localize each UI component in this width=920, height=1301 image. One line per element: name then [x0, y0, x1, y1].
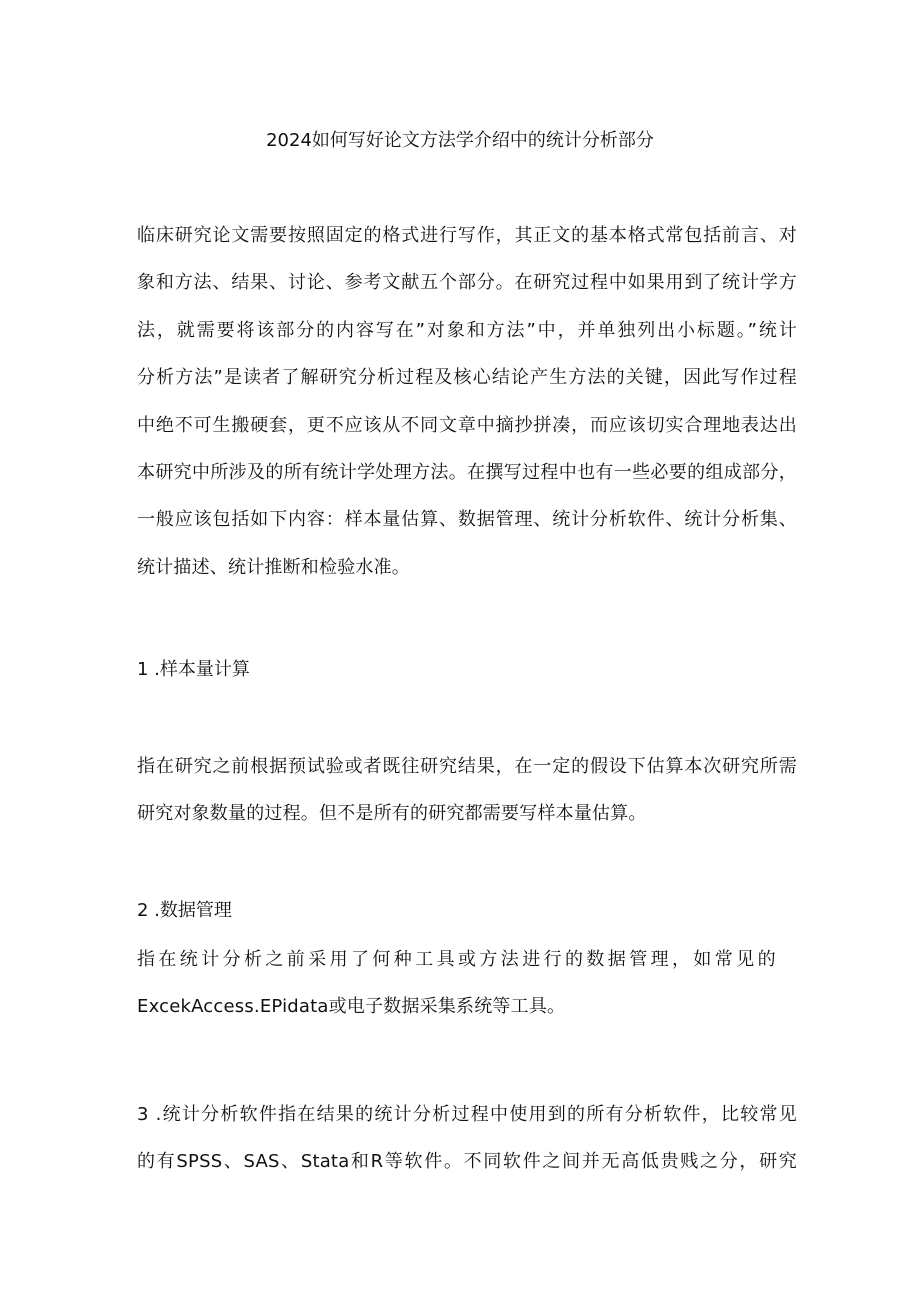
section1-heading: 1 .样本量计算 [137, 659, 250, 680]
section3-paragraph [137, 1091, 797, 1186]
section3-line: 3 .统计分析软件指在结果的统计分析过程中使用到的所有分析软件，比较常见 [137, 1104, 797, 1125]
intro-line: 象和方法、结果、讨论、参考文献五个部分。在研究过程中如果用到了统计学方 [137, 272, 797, 294]
intro-line: 中绝不可生搬硬套，更不应该从不同文章中摘抄拼凑，而应该切实合理地表达出 [137, 414, 797, 436]
section2-line-last: ExcekAccess.EPidata或电子数据采集系统等工具。 [137, 996, 566, 1018]
section2-heading: 2 .数据管理 [137, 900, 232, 921]
intro-line: 分析方法”是读者了解研究分析过程及核心结论产生方法的关键，因此写作过程 [137, 367, 797, 389]
section2-line: 指在统计分析之前采用了何种工具或方法进行的数据管理，如常见的 [137, 949, 779, 970]
intro-line: 本研究中所涉及的所有统计学处理方法。在撰写过程中也有一些必要的组成部分， [137, 462, 797, 484]
intro-line: 临床研究论文需要按照固定的格式进行写作，其正文的基本格式常包括前言、对 [137, 225, 797, 246]
document-title: 2024如何写好论文方法学介绍中的统计分析部分 [266, 130, 654, 151]
section2-paragraph [137, 936, 797, 1031]
section1-line: 指在研究之前根据预试验或者既往研究结果，在一定的假设下估算本次研究所需 [137, 756, 797, 777]
intro-line: 法，就需要将该部分的内容写在”对象和方法”中，并单独列出小标题。”统计 [137, 319, 797, 341]
section3-line: 的有SPSS、SAS、Stata和R等软件。不同软件之间并无高低贵贱之分，研究 [137, 1151, 797, 1173]
section1-paragraph [137, 743, 797, 838]
intro-line: 一般应该包括如下内容：样本量估算、数据管理、统计分析软件、统计分析集、 [137, 509, 797, 531]
intro-line-last: 统计描述、统计推断和检验水准。 [137, 556, 410, 578]
intro-paragraph [137, 212, 797, 591]
section1-line-last: 研究对象数量的过程。但不是所有的研究都需要写样本量估算。 [137, 803, 647, 825]
